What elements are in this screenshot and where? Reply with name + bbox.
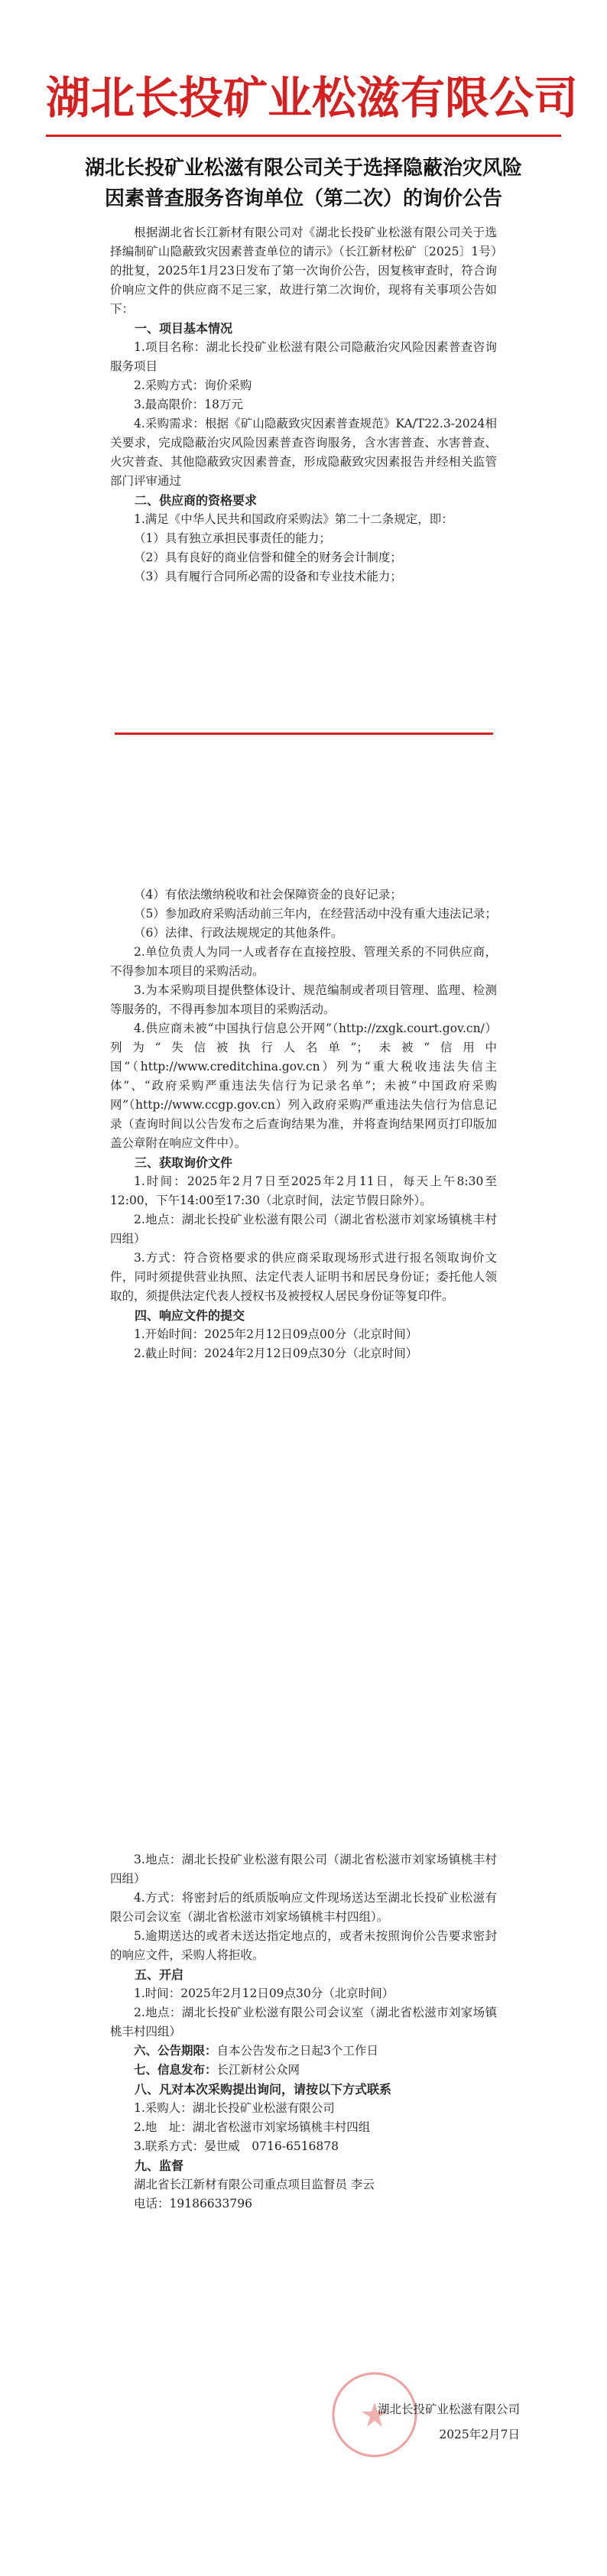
s2-sub-item: （5）参加政府采购活动前三年内，在经营活动中没有重大违法记录； — [134, 907, 497, 921]
s4-item: 4.方式：将密封后的纸质版响应文件现场送达至湖北长投矿业松滋有限公司会议室（湖北省松滋市刘家场镇桃丰村四组）。 — [110, 1891, 497, 1924]
s4-item: 5.逾期送达的或者未送达指定地点的，或者未按照询价公告要求密封的响应文件，采购人将拒收。 — [110, 1929, 497, 1962]
s3-item: 1.时间：2025年2月7日至2025年2月11日，每天上午8:30至12:00，下午14:00至17:30（北京时间，法定节假日除外）。 — [110, 1174, 497, 1207]
section-block-3 — [110, 1850, 497, 2214]
document-title: 湖北长投矿业松滋有限公司关于选择隐蔽治灾风险因素普查服务咨询单位（第二次）的询价公告 — [84, 157, 522, 210]
signature-org: 湖北长投矿业松滋有限公司 — [377, 2402, 520, 2416]
section-5-heading: 五、开启 — [135, 1967, 184, 1982]
section-8-heading: 八、凡对本次采购提出询问，请按以下方式联系 — [135, 2082, 392, 2097]
section-2-heading: 二、供应商的资格要求 — [135, 493, 258, 508]
letterhead-rule — [46, 135, 561, 137]
s2-sub-item: （6）法律、行政法规规定的其他条件。 — [134, 926, 343, 940]
s1-item: 1.项目名称：湖北长投矿业松滋有限公司隐蔽治灾风险因素普查咨询服务项目 — [110, 340, 497, 373]
section-6-text: 自本公告发布之日起3个工作日 — [216, 2044, 378, 2058]
s2-sub-item: （2）具有良好的商业信誉和健全的财务会计制度； — [134, 551, 402, 564]
s2-item: 1.满足《中华人民共和国政府采购法》第二十二条规定，即： — [134, 512, 453, 526]
s2-sub-item: （1）具有独立承担民事责任的能力； — [134, 531, 331, 545]
s2-sub-item: （4）有依法缴纳税收和社会保障资金的良好记录； — [134, 888, 402, 901]
s8-item: 2.地 址：湖北省松滋市刘家场镇桃丰村四组 — [134, 2120, 371, 2134]
company-banner: 湖北长投矿业松滋有限公司 — [46, 72, 579, 124]
s2-sub-item: （3）具有履行合同所必需的设备和专业技术能力； — [134, 570, 402, 583]
s9-item: 电话：19186633796 — [134, 2197, 252, 2211]
section-7-line — [110, 2061, 497, 2080]
s1-item: 3.最高限价：18万元 — [134, 398, 244, 411]
s1-item: 2.采购方式：询价采购 — [134, 378, 252, 392]
signature-date: 2025年2月7日 — [439, 2428, 520, 2441]
section-7-heading: 七、信息发布： — [134, 2063, 217, 2077]
page-break-rule — [115, 733, 493, 735]
s8-item: 1.采购人：湖北长投矿业松滋有限公司 — [134, 2101, 335, 2115]
section-4-heading: 四、响应文件的提交 — [135, 1308, 245, 1323]
s4-item: 2.截止时间：2024年2月12日09点30分（北京时间） — [134, 1346, 418, 1360]
section-6-line — [110, 2042, 497, 2061]
section-block-2 — [110, 885, 497, 1363]
s3-item: 3.方式：符合资格要求的供应商采取现场形式进行报名领取询价文件，同时须提供营业执照、法定代表人证明书和居民身份证；委托他人领取的，须提供法定代表人授权书及被授权人居民身份证等复印件。 — [110, 1251, 497, 1303]
s4-item: 3.地点：湖北长投矿业松滋有限公司（湖北省松滋市刘家场镇桃丰村四组） — [110, 1853, 497, 1886]
section-6-heading: 六、公告期限： — [134, 2044, 217, 2058]
section-7-text: 长江新材公众网 — [216, 2063, 300, 2077]
s3-item: 2.地点：湖北长投矿业松滋有限公司（湖北省松滋市刘家场镇桃丰村四组） — [110, 1213, 497, 1246]
section-3-heading: 三、获取询价文件 — [135, 1155, 233, 1170]
section-1-heading: 一、项目基本情况 — [135, 321, 233, 336]
s4-item: 1.开始时间：2025年2月12日09点00分（北京时间） — [134, 1327, 418, 1341]
s1-item: 4.采购需求：根据《矿山隐蔽致灾因素普查规范》KA/T22.3-2024相关要求，完成隐蔽治灾风险因素普查咨询服务，含水害普查、水害普查、火灾普查、其他隐蔽致灾因素普查，形成隐蔽致灾因素报告并经相关监管部门评审通过 — [110, 417, 497, 488]
section-9-heading: 九、监督 — [135, 2159, 184, 2173]
s2-item: 3.为本采购项目提供整体设计、规范编制或者项目管理、监理、检测等服务的，不得再参加本项目的采购活动。 — [110, 983, 497, 1016]
s5-item: 1.时间：2025年2月12日09点30分（北京时间） — [134, 1986, 394, 2000]
s2-item: 4.供应商未被“中国执行信息公开网”（http://zxgk.court.gov.cn/）列为“失信被执行人名单”；未被“信用中国”（http://www.creditchina.gov.cn）列为“重大税收违法失信主体”、“政府采购严重违法失信行为记录名单”；未被“中国政府采购网”（http://www.ccgp.gov.cn）列入政府采购严重违法失信行为信息记录（查询时间以公告发布之后查询结果为准，并将查询结果网页打印版加盖公章附在响应文件中）。 — [110, 1022, 497, 1150]
s8-item: 3.联系方式：晏世威 0716-6516878 — [134, 2139, 339, 2153]
section-block-1 — [110, 223, 497, 586]
letterhead — [46, 67, 579, 140]
s2-item: 2.单位负责人为同一人或者存在直接控股、管理关系的不同供应商，不得参加本项目的采购活动。 — [110, 945, 497, 978]
s9-item: 湖北省长江新材有限公司重点项目监督员 李云 — [134, 2178, 375, 2191]
s5-item: 2.地点：湖北长投矿业松滋有限公司会议室（湖北省松滋市刘家场镇桃丰村四组） — [110, 2006, 497, 2038]
intro-paragraph: 根据湖北省长江新材有限公司对《湖北长投矿业松滋有限公司关于选择编制矿山隐蔽致灾因素普查单位的请示》（长江新材松矿〔2025〕1号）的批复，2025年1月23日发布了第一次询价公告，因复核审查时，符合询价响应文件的供应商不足三家，故进行第二次询价，现将有关事项公告如下： — [110, 226, 497, 316]
